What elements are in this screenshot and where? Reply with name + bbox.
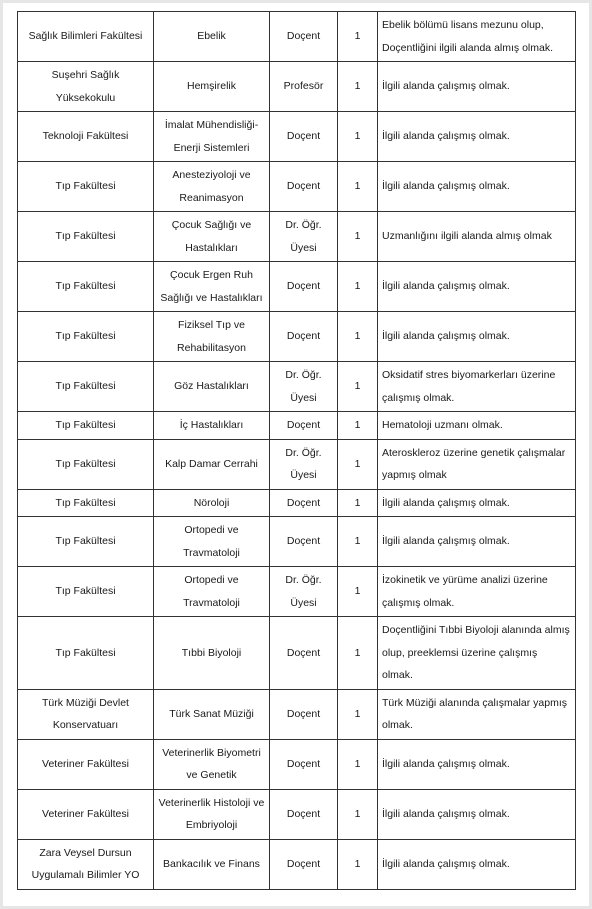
count-cell: 1 bbox=[338, 839, 378, 889]
title-cell: Doçent bbox=[270, 162, 338, 212]
table-row bbox=[18, 62, 576, 112]
table-row bbox=[18, 412, 576, 440]
count-cell: 1 bbox=[338, 162, 378, 212]
requirement-cell: İlgili alanda çalışmış olmak. bbox=[378, 789, 576, 839]
faculty-cell: Tıp Fakültesi bbox=[18, 262, 154, 312]
table-row bbox=[18, 617, 576, 690]
table-row bbox=[18, 212, 576, 262]
title-cell: Doçent bbox=[270, 112, 338, 162]
faculty-cell: Tıp Fakültesi bbox=[18, 489, 154, 517]
title-cell: Doçent bbox=[270, 517, 338, 567]
title-cell: Doçent bbox=[270, 839, 338, 889]
faculty-cell: Sağlık Bilimleri Fakültesi bbox=[18, 12, 154, 62]
requirement-cell: İlgili alanda çalışmış olmak. bbox=[378, 112, 576, 162]
faculty-cell: Zara Veysel Dursun Uygulamalı Bilimler YO bbox=[18, 839, 154, 889]
requirement-cell: Ateroskleroz üzerine genetik çalışmalar yapmış olmak bbox=[378, 439, 576, 489]
table-row bbox=[18, 12, 576, 62]
title-cell: Dr. Öğr. Üyesi bbox=[270, 567, 338, 617]
title-cell: Doçent bbox=[270, 12, 338, 62]
count-cell: 1 bbox=[338, 689, 378, 739]
positions-table-body bbox=[18, 12, 576, 890]
table-row bbox=[18, 567, 576, 617]
count-cell: 1 bbox=[338, 412, 378, 440]
department-cell: Veterinerlik Histoloji ve Embriyoloji bbox=[154, 789, 270, 839]
faculty-cell: Tıp Fakültesi bbox=[18, 617, 154, 690]
title-cell: Doçent bbox=[270, 312, 338, 362]
table-row bbox=[18, 689, 576, 739]
title-cell: Doçent bbox=[270, 739, 338, 789]
department-cell: Ebelik bbox=[154, 12, 270, 62]
department-cell: Fiziksel Tıp ve Rehabilitasyon bbox=[154, 312, 270, 362]
department-cell: Kalp Damar Cerrahi bbox=[154, 439, 270, 489]
table-row bbox=[18, 262, 576, 312]
department-cell: Çocuk Ergen Ruh Sağlığı ve Hastalıkları bbox=[154, 262, 270, 312]
faculty-cell: Tıp Fakültesi bbox=[18, 439, 154, 489]
department-cell: Tıbbi Biyoloji bbox=[154, 617, 270, 690]
faculty-cell: Suşehri Sağlık Yüksekokulu bbox=[18, 62, 154, 112]
table-row bbox=[18, 489, 576, 517]
count-cell: 1 bbox=[338, 739, 378, 789]
requirement-cell: Türk Müziği alanında çalışmalar yapmış olmak. bbox=[378, 689, 576, 739]
department-cell: Nöroloji bbox=[154, 489, 270, 517]
table-row bbox=[18, 439, 576, 489]
count-cell: 1 bbox=[338, 262, 378, 312]
count-cell: 1 bbox=[338, 567, 378, 617]
requirement-cell: İlgili alanda çalışmış olmak. bbox=[378, 839, 576, 889]
count-cell: 1 bbox=[338, 362, 378, 412]
table-row bbox=[18, 839, 576, 889]
department-cell: Ortopedi ve Travmatoloji bbox=[154, 517, 270, 567]
title-cell: Doçent bbox=[270, 789, 338, 839]
count-cell: 1 bbox=[338, 62, 378, 112]
requirement-cell: Uzmanlığını ilgili alanda almış olmak bbox=[378, 212, 576, 262]
title-cell: Doçent bbox=[270, 617, 338, 690]
requirement-cell: Oksidatif stres biyomarkerları üzerine çalışmış olmak. bbox=[378, 362, 576, 412]
title-cell: Doçent bbox=[270, 262, 338, 312]
department-cell: Göz Hastalıkları bbox=[154, 362, 270, 412]
table-row bbox=[18, 162, 576, 212]
table-row bbox=[18, 517, 576, 567]
department-cell: Türk Sanat Müziği bbox=[154, 689, 270, 739]
faculty-cell: Veteriner Fakültesi bbox=[18, 739, 154, 789]
department-cell: Anesteziyoloji ve Reanimasyon bbox=[154, 162, 270, 212]
count-cell: 1 bbox=[338, 489, 378, 517]
count-cell: 1 bbox=[338, 439, 378, 489]
requirement-cell: İlgili alanda çalışmış olmak. bbox=[378, 162, 576, 212]
positions-table bbox=[17, 11, 576, 890]
requirement-cell: İzokinetik ve yürüme analizi üzerine çalışmış olmak. bbox=[378, 567, 576, 617]
department-cell: Ortopedi ve Travmatoloji bbox=[154, 567, 270, 617]
title-cell: Doçent bbox=[270, 412, 338, 440]
table-row bbox=[18, 739, 576, 789]
faculty-cell: Tıp Fakültesi bbox=[18, 517, 154, 567]
department-cell: Bankacılık ve Finans bbox=[154, 839, 270, 889]
faculty-cell: Teknoloji Fakültesi bbox=[18, 112, 154, 162]
requirement-cell: İlgili alanda çalışmış olmak. bbox=[378, 489, 576, 517]
faculty-cell: Veteriner Fakültesi bbox=[18, 789, 154, 839]
title-cell: Doçent bbox=[270, 689, 338, 739]
table-row bbox=[18, 112, 576, 162]
faculty-cell: Tıp Fakültesi bbox=[18, 567, 154, 617]
title-cell: Profesör bbox=[270, 62, 338, 112]
faculty-cell: Türk Müziği Devlet Konservatuarı bbox=[18, 689, 154, 739]
department-cell: İmalat Mühendisliği-Enerji Sistemleri bbox=[154, 112, 270, 162]
count-cell: 1 bbox=[338, 12, 378, 62]
count-cell: 1 bbox=[338, 212, 378, 262]
faculty-cell: Tıp Fakültesi bbox=[18, 362, 154, 412]
table-row bbox=[18, 362, 576, 412]
table-row bbox=[18, 312, 576, 362]
requirement-cell: İlgili alanda çalışmış olmak. bbox=[378, 739, 576, 789]
title-cell: Dr. Öğr. Üyesi bbox=[270, 362, 338, 412]
requirement-cell: Doçentliğini Tıbbi Biyoloji alanında almış olup, preeklemsi üzerine çalışmış olmak. bbox=[378, 617, 576, 690]
table-row bbox=[18, 789, 576, 839]
requirement-cell: İlgili alanda çalışmış olmak. bbox=[378, 262, 576, 312]
department-cell: Çocuk Sağlığı ve Hastalıkları bbox=[154, 212, 270, 262]
title-cell: Dr. Öğr. Üyesi bbox=[270, 439, 338, 489]
count-cell: 1 bbox=[338, 312, 378, 362]
count-cell: 1 bbox=[338, 112, 378, 162]
requirement-cell: Ebelik bölümü lisans mezunu olup, Doçentliğini ilgili alanda almış olmak. bbox=[378, 12, 576, 62]
faculty-cell: Tıp Fakültesi bbox=[18, 212, 154, 262]
requirement-cell: Hematoloji uzmanı olmak. bbox=[378, 412, 576, 440]
count-cell: 1 bbox=[338, 617, 378, 690]
department-cell: Hemşirelik bbox=[154, 62, 270, 112]
document-page bbox=[3, 3, 589, 906]
department-cell: İç Hastalıkları bbox=[154, 412, 270, 440]
requirement-cell: İlgili alanda çalışmış olmak. bbox=[378, 62, 576, 112]
count-cell: 1 bbox=[338, 789, 378, 839]
count-cell: 1 bbox=[338, 517, 378, 567]
title-cell: Doçent bbox=[270, 489, 338, 517]
requirement-cell: İlgili alanda çalışmış olmak. bbox=[378, 312, 576, 362]
title-cell: Dr. Öğr. Üyesi bbox=[270, 212, 338, 262]
requirement-cell: İlgili alanda çalışmış olmak. bbox=[378, 517, 576, 567]
department-cell: Veterinerlik Biyometri ve Genetik bbox=[154, 739, 270, 789]
faculty-cell: Tıp Fakültesi bbox=[18, 162, 154, 212]
faculty-cell: Tıp Fakültesi bbox=[18, 312, 154, 362]
faculty-cell: Tıp Fakültesi bbox=[18, 412, 154, 440]
